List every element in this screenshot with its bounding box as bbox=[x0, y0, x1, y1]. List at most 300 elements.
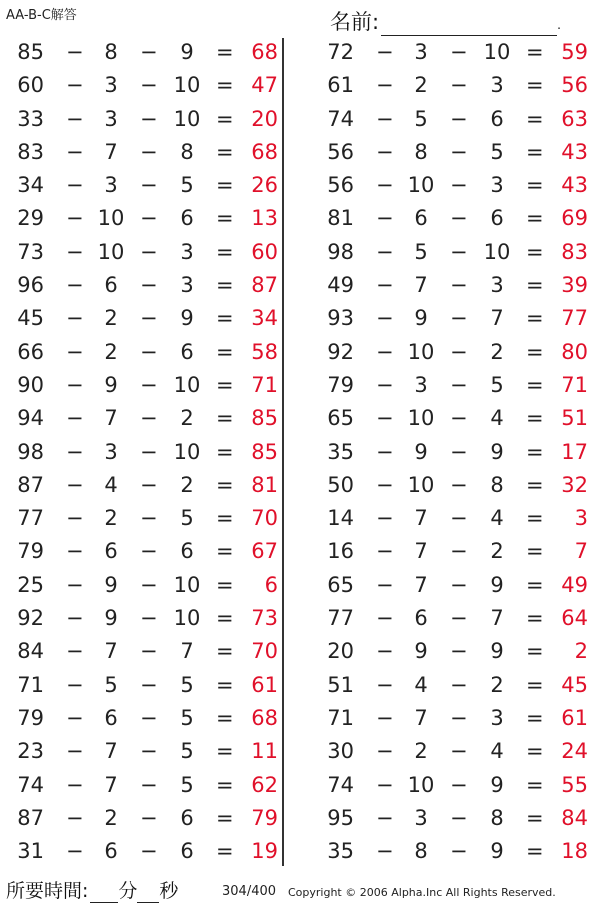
minuend: 87 bbox=[17, 472, 44, 497]
minuend: 90 bbox=[17, 372, 44, 397]
name-input-line[interactable] bbox=[381, 17, 557, 36]
subtrahend-2: 9 bbox=[180, 40, 194, 64]
minus-sign: − bbox=[66, 606, 84, 631]
minus-sign: − bbox=[66, 839, 84, 864]
problem-row bbox=[4, 69, 284, 102]
minuend: 98 bbox=[17, 439, 44, 464]
equals-sign: = bbox=[216, 606, 234, 631]
minus-sign: − bbox=[140, 40, 158, 64]
answer: 61 bbox=[251, 672, 278, 697]
subtrahend-2: 6 bbox=[180, 839, 194, 864]
minuend: 77 bbox=[17, 506, 44, 531]
minus-sign: − bbox=[140, 106, 158, 131]
problem-row bbox=[314, 502, 594, 535]
minus-sign: − bbox=[376, 539, 394, 564]
subtrahend-2: 3 bbox=[180, 273, 194, 298]
minuend: 74 bbox=[327, 106, 354, 131]
equals-sign: = bbox=[526, 206, 544, 231]
subtrahend-1: 7 bbox=[414, 572, 428, 597]
equals-sign: = bbox=[526, 506, 544, 531]
minus-sign: − bbox=[140, 805, 158, 830]
minus-sign: − bbox=[140, 206, 158, 231]
equals-sign: = bbox=[216, 406, 234, 431]
subtrahend-2: 7 bbox=[180, 639, 194, 664]
problem-row bbox=[314, 802, 594, 835]
subtrahend-1: 6 bbox=[414, 606, 428, 631]
problem-row bbox=[4, 436, 284, 469]
answer: 61 bbox=[561, 705, 588, 730]
subtrahend-2: 6 bbox=[180, 539, 194, 564]
minus-sign: − bbox=[376, 139, 394, 164]
answer: 77 bbox=[561, 306, 588, 331]
subtrahend-1: 7 bbox=[104, 772, 118, 797]
answer: 80 bbox=[561, 339, 588, 364]
subtrahend-2: 10 bbox=[483, 239, 511, 264]
minus-sign: − bbox=[376, 339, 394, 364]
left-problem-column bbox=[4, 36, 284, 868]
subtrahend-2: 8 bbox=[180, 139, 194, 164]
equals-sign: = bbox=[216, 572, 234, 597]
problem-row bbox=[314, 569, 594, 602]
minuend: 95 bbox=[327, 805, 354, 830]
answer: 26 bbox=[251, 173, 278, 198]
subtrahend-1: 5 bbox=[414, 106, 428, 131]
subtrahend-1: 6 bbox=[104, 839, 118, 864]
sheet-title: AA-B-C解答 bbox=[6, 8, 77, 23]
problem-row bbox=[4, 802, 284, 835]
minus-sign: − bbox=[376, 705, 394, 730]
minuend: 66 bbox=[17, 339, 44, 364]
minus-sign: − bbox=[140, 372, 158, 397]
subtrahend-1: 10 bbox=[97, 239, 125, 264]
equals-sign: = bbox=[216, 239, 234, 264]
subtrahend-1: 9 bbox=[104, 572, 118, 597]
minus-sign: − bbox=[140, 572, 158, 597]
time-label: 所要時間: bbox=[6, 880, 89, 902]
subtrahend-2: 8 bbox=[490, 805, 504, 830]
problem-row bbox=[4, 269, 284, 302]
minuend: 61 bbox=[327, 73, 354, 98]
copyright-notice: Copyright © 2006 Alpha.Inc All Rights Reserved. bbox=[288, 886, 556, 899]
minus-sign: − bbox=[376, 173, 394, 198]
equals-sign: = bbox=[216, 372, 234, 397]
minus-sign: − bbox=[66, 273, 84, 298]
problem-row bbox=[4, 169, 284, 202]
subtrahend-1: 6 bbox=[104, 539, 118, 564]
problem-row bbox=[4, 602, 284, 635]
answer: 83 bbox=[561, 239, 588, 264]
answer: 60 bbox=[251, 239, 278, 264]
minutes-blank[interactable] bbox=[90, 884, 118, 903]
subtrahend-2: 9 bbox=[180, 306, 194, 331]
problem-row bbox=[314, 136, 594, 169]
subtrahend-2: 5 bbox=[180, 739, 194, 764]
problem-row bbox=[4, 569, 284, 602]
minus-sign: − bbox=[376, 372, 394, 397]
minus-sign: − bbox=[450, 439, 468, 464]
answer: 43 bbox=[561, 173, 588, 198]
answer: 67 bbox=[251, 539, 278, 564]
subtrahend-1: 7 bbox=[414, 506, 428, 531]
minuend: 29 bbox=[17, 206, 44, 231]
equals-sign: = bbox=[216, 106, 234, 131]
minus-sign: − bbox=[140, 73, 158, 98]
minus-sign: − bbox=[376, 672, 394, 697]
answer: 79 bbox=[251, 805, 278, 830]
problem-row bbox=[4, 136, 284, 169]
subtrahend-1: 7 bbox=[414, 539, 428, 564]
answer: 32 bbox=[561, 472, 588, 497]
answer: 20 bbox=[251, 106, 278, 131]
subtrahend-1: 9 bbox=[104, 606, 118, 631]
minuend: 79 bbox=[327, 372, 354, 397]
subtrahend-2: 10 bbox=[173, 106, 201, 131]
equals-sign: = bbox=[216, 506, 234, 531]
problem-row bbox=[314, 769, 594, 802]
subtrahend-2: 5 bbox=[180, 772, 194, 797]
subtrahend-1: 9 bbox=[414, 439, 428, 464]
minuend: 16 bbox=[327, 539, 354, 564]
problem-row bbox=[314, 103, 594, 136]
problem-row bbox=[4, 769, 284, 802]
problem-row bbox=[314, 535, 594, 568]
problem-row bbox=[314, 236, 594, 269]
subtrahend-2: 3 bbox=[180, 239, 194, 264]
equals-sign: = bbox=[216, 772, 234, 797]
subtrahend-2: 9 bbox=[490, 839, 504, 864]
minus-sign: − bbox=[66, 206, 84, 231]
problem-row bbox=[314, 735, 594, 768]
problem-row bbox=[4, 702, 284, 735]
minus-sign: − bbox=[450, 206, 468, 231]
subtrahend-1: 10 bbox=[407, 173, 435, 198]
minus-sign: − bbox=[140, 672, 158, 697]
answer: 58 bbox=[251, 339, 278, 364]
problem-row bbox=[4, 336, 284, 369]
subtrahend-2: 5 bbox=[490, 372, 504, 397]
minus-sign: − bbox=[66, 739, 84, 764]
problem-row bbox=[4, 635, 284, 668]
minuend: 79 bbox=[17, 705, 44, 730]
minus-sign: − bbox=[66, 40, 84, 64]
minus-sign: − bbox=[450, 273, 468, 298]
minus-sign: − bbox=[140, 606, 158, 631]
equals-sign: = bbox=[526, 839, 544, 864]
answer: 71 bbox=[561, 372, 588, 397]
minus-sign: − bbox=[140, 705, 158, 730]
answer: 70 bbox=[251, 506, 278, 531]
subtrahend-1: 2 bbox=[414, 739, 428, 764]
answer: 63 bbox=[561, 106, 588, 131]
problem-row bbox=[314, 702, 594, 735]
answer: 59 bbox=[561, 40, 588, 64]
answer: 18 bbox=[561, 839, 588, 864]
minus-sign: − bbox=[450, 239, 468, 264]
minuend: 83 bbox=[17, 139, 44, 164]
answer: 85 bbox=[251, 439, 278, 464]
answer: 19 bbox=[251, 839, 278, 864]
equals-sign: = bbox=[216, 705, 234, 730]
subtrahend-1: 9 bbox=[414, 639, 428, 664]
subtrahend-2: 9 bbox=[490, 639, 504, 664]
subtrahend-1: 10 bbox=[97, 206, 125, 231]
answer: 81 bbox=[251, 472, 278, 497]
subtrahend-1: 3 bbox=[104, 173, 118, 198]
answer: 11 bbox=[251, 739, 278, 764]
subtrahend-2: 5 bbox=[180, 506, 194, 531]
answer: 24 bbox=[561, 739, 588, 764]
equals-sign: = bbox=[216, 206, 234, 231]
subtrahend-2: 4 bbox=[490, 406, 504, 431]
minus-sign: − bbox=[376, 639, 394, 664]
answer: 71 bbox=[251, 372, 278, 397]
name-label: 名前: bbox=[330, 10, 380, 34]
minuend: 31 bbox=[17, 839, 44, 864]
equals-sign: = bbox=[216, 805, 234, 830]
problem-row bbox=[314, 602, 594, 635]
minus-sign: − bbox=[140, 472, 158, 497]
problem-row bbox=[314, 369, 594, 402]
minuend: 71 bbox=[17, 672, 44, 697]
subtrahend-1: 10 bbox=[407, 772, 435, 797]
answer: 55 bbox=[561, 772, 588, 797]
minuend: 71 bbox=[327, 705, 354, 730]
minus-sign: − bbox=[450, 406, 468, 431]
subtrahend-1: 6 bbox=[414, 206, 428, 231]
minus-sign: − bbox=[450, 506, 468, 531]
subtrahend-2: 6 bbox=[180, 339, 194, 364]
answer: 84 bbox=[561, 805, 588, 830]
equals-sign: = bbox=[526, 739, 544, 764]
minus-sign: − bbox=[140, 772, 158, 797]
problem-row bbox=[314, 469, 594, 502]
minuend: 49 bbox=[327, 273, 354, 298]
equals-sign: = bbox=[526, 306, 544, 331]
problem-row bbox=[4, 402, 284, 435]
minus-sign: − bbox=[450, 40, 468, 64]
minus-sign: − bbox=[376, 106, 394, 131]
equals-sign: = bbox=[526, 73, 544, 98]
subtrahend-2: 8 bbox=[490, 472, 504, 497]
answer: 73 bbox=[251, 606, 278, 631]
equals-sign: = bbox=[526, 639, 544, 664]
subtrahend-2: 2 bbox=[490, 339, 504, 364]
subtrahend-2: 10 bbox=[173, 439, 201, 464]
minuend: 77 bbox=[327, 606, 354, 631]
minus-sign: − bbox=[450, 539, 468, 564]
answer: 47 bbox=[251, 73, 278, 98]
equals-sign: = bbox=[526, 472, 544, 497]
equals-sign: = bbox=[526, 539, 544, 564]
subtrahend-1: 7 bbox=[414, 705, 428, 730]
minuend: 92 bbox=[327, 339, 354, 364]
problem-row bbox=[314, 269, 594, 302]
subtrahend-2: 5 bbox=[180, 173, 194, 198]
equals-sign: = bbox=[216, 639, 234, 664]
problem-row bbox=[314, 402, 594, 435]
minuend: 60 bbox=[17, 73, 44, 98]
equals-sign: = bbox=[526, 705, 544, 730]
equals-sign: = bbox=[526, 339, 544, 364]
subtrahend-1: 3 bbox=[104, 106, 118, 131]
subtrahend-2: 3 bbox=[490, 273, 504, 298]
subtrahend-1: 7 bbox=[104, 139, 118, 164]
minus-sign: − bbox=[450, 106, 468, 131]
problem-row bbox=[4, 535, 284, 568]
equals-sign: = bbox=[216, 339, 234, 364]
minus-sign: − bbox=[376, 839, 394, 864]
minuend: 85 bbox=[17, 40, 44, 64]
problem-row bbox=[314, 36, 594, 69]
equals-sign: = bbox=[526, 606, 544, 631]
minus-sign: − bbox=[376, 739, 394, 764]
minus-sign: − bbox=[66, 372, 84, 397]
subtrahend-2: 9 bbox=[490, 572, 504, 597]
subtrahend-2: 4 bbox=[490, 506, 504, 531]
minus-sign: − bbox=[66, 173, 84, 198]
problem-row bbox=[314, 635, 594, 668]
minuend: 92 bbox=[17, 606, 44, 631]
minuend: 65 bbox=[327, 572, 354, 597]
minus-sign: − bbox=[140, 273, 158, 298]
answer: 2 bbox=[574, 639, 588, 664]
equals-sign: = bbox=[526, 273, 544, 298]
subtrahend-1: 6 bbox=[104, 705, 118, 730]
minus-sign: − bbox=[140, 239, 158, 264]
problem-row bbox=[314, 69, 594, 102]
minus-sign: − bbox=[376, 572, 394, 597]
minus-sign: − bbox=[66, 705, 84, 730]
subtrahend-2: 4 bbox=[490, 739, 504, 764]
subtrahend-1: 10 bbox=[407, 406, 435, 431]
subtrahend-1: 3 bbox=[104, 73, 118, 98]
minus-sign: − bbox=[140, 173, 158, 198]
minus-sign: − bbox=[376, 239, 394, 264]
minus-sign: − bbox=[376, 73, 394, 98]
time-taken-field bbox=[6, 876, 178, 903]
problem-row bbox=[314, 302, 594, 335]
minus-sign: − bbox=[66, 805, 84, 830]
minus-sign: − bbox=[66, 772, 84, 797]
minuend: 87 bbox=[17, 805, 44, 830]
minuend: 65 bbox=[327, 406, 354, 431]
subtrahend-1: 7 bbox=[104, 639, 118, 664]
subtrahend-1: 8 bbox=[414, 839, 428, 864]
minuend: 45 bbox=[17, 306, 44, 331]
equals-sign: = bbox=[526, 106, 544, 131]
problem-row bbox=[314, 669, 594, 702]
minus-sign: − bbox=[376, 406, 394, 431]
minuend: 94 bbox=[17, 406, 44, 431]
minus-sign: − bbox=[140, 339, 158, 364]
answer: 45 bbox=[561, 672, 588, 697]
subtrahend-1: 5 bbox=[414, 239, 428, 264]
minus-sign: − bbox=[376, 805, 394, 830]
subtrahend-2: 7 bbox=[490, 306, 504, 331]
minuend: 84 bbox=[17, 639, 44, 664]
right-problem-column bbox=[314, 36, 594, 868]
subtrahend-2: 6 bbox=[180, 206, 194, 231]
minuend: 79 bbox=[17, 539, 44, 564]
minuend: 35 bbox=[327, 439, 354, 464]
subtrahend-2: 10 bbox=[173, 606, 201, 631]
subtrahend-1: 4 bbox=[104, 472, 118, 497]
minus-sign: − bbox=[66, 672, 84, 697]
minus-sign: − bbox=[66, 472, 84, 497]
minus-sign: − bbox=[450, 306, 468, 331]
subtrahend-2: 10 bbox=[173, 372, 201, 397]
minus-sign: − bbox=[66, 639, 84, 664]
subtrahend-2: 2 bbox=[490, 539, 504, 564]
minus-sign: − bbox=[376, 506, 394, 531]
minus-sign: − bbox=[66, 106, 84, 131]
minus-sign: − bbox=[376, 472, 394, 497]
minus-sign: − bbox=[140, 739, 158, 764]
subtrahend-2: 6 bbox=[180, 805, 194, 830]
subtrahend-2: 6 bbox=[490, 206, 504, 231]
minus-sign: − bbox=[140, 639, 158, 664]
subtrahend-1: 7 bbox=[414, 273, 428, 298]
minus-sign: − bbox=[450, 705, 468, 730]
minus-sign: − bbox=[450, 139, 468, 164]
equals-sign: = bbox=[526, 672, 544, 697]
subtrahend-2: 9 bbox=[490, 772, 504, 797]
minuend: 74 bbox=[17, 772, 44, 797]
minus-sign: − bbox=[66, 339, 84, 364]
subtrahend-1: 3 bbox=[104, 439, 118, 464]
seconds-blank[interactable] bbox=[137, 884, 159, 903]
seconds-unit: 秒 bbox=[159, 880, 179, 902]
minus-sign: − bbox=[450, 73, 468, 98]
subtrahend-2: 2 bbox=[490, 672, 504, 697]
equals-sign: = bbox=[216, 139, 234, 164]
answer: 39 bbox=[561, 273, 588, 298]
equals-sign: = bbox=[526, 372, 544, 397]
minuend: 72 bbox=[327, 40, 354, 64]
subtrahend-2: 5 bbox=[490, 139, 504, 164]
minuend: 51 bbox=[327, 672, 354, 697]
problem-row bbox=[4, 302, 284, 335]
subtrahend-2: 2 bbox=[180, 472, 194, 497]
subtrahend-1: 2 bbox=[104, 805, 118, 830]
equals-sign: = bbox=[526, 572, 544, 597]
answer: 68 bbox=[251, 40, 278, 64]
problem-row bbox=[4, 202, 284, 235]
equals-sign: = bbox=[216, 472, 234, 497]
minuend: 50 bbox=[327, 472, 354, 497]
minuend: 73 bbox=[17, 239, 44, 264]
minuend: 35 bbox=[327, 839, 354, 864]
equals-sign: = bbox=[526, 772, 544, 797]
minuend: 56 bbox=[327, 139, 354, 164]
problem-row bbox=[314, 336, 594, 369]
subtrahend-2: 3 bbox=[490, 705, 504, 730]
answer: 56 bbox=[561, 73, 588, 98]
minuend: 25 bbox=[17, 572, 44, 597]
minuend: 56 bbox=[327, 173, 354, 198]
minus-sign: − bbox=[376, 206, 394, 231]
subtrahend-1: 9 bbox=[414, 306, 428, 331]
equals-sign: = bbox=[216, 273, 234, 298]
subtrahend-1: 3 bbox=[414, 372, 428, 397]
equals-sign: = bbox=[526, 173, 544, 198]
problem-row bbox=[4, 36, 284, 69]
answer: 64 bbox=[561, 606, 588, 631]
minuend: 81 bbox=[327, 206, 354, 231]
minus-sign: − bbox=[140, 406, 158, 431]
answer: 87 bbox=[251, 273, 278, 298]
minus-sign: − bbox=[66, 506, 84, 531]
